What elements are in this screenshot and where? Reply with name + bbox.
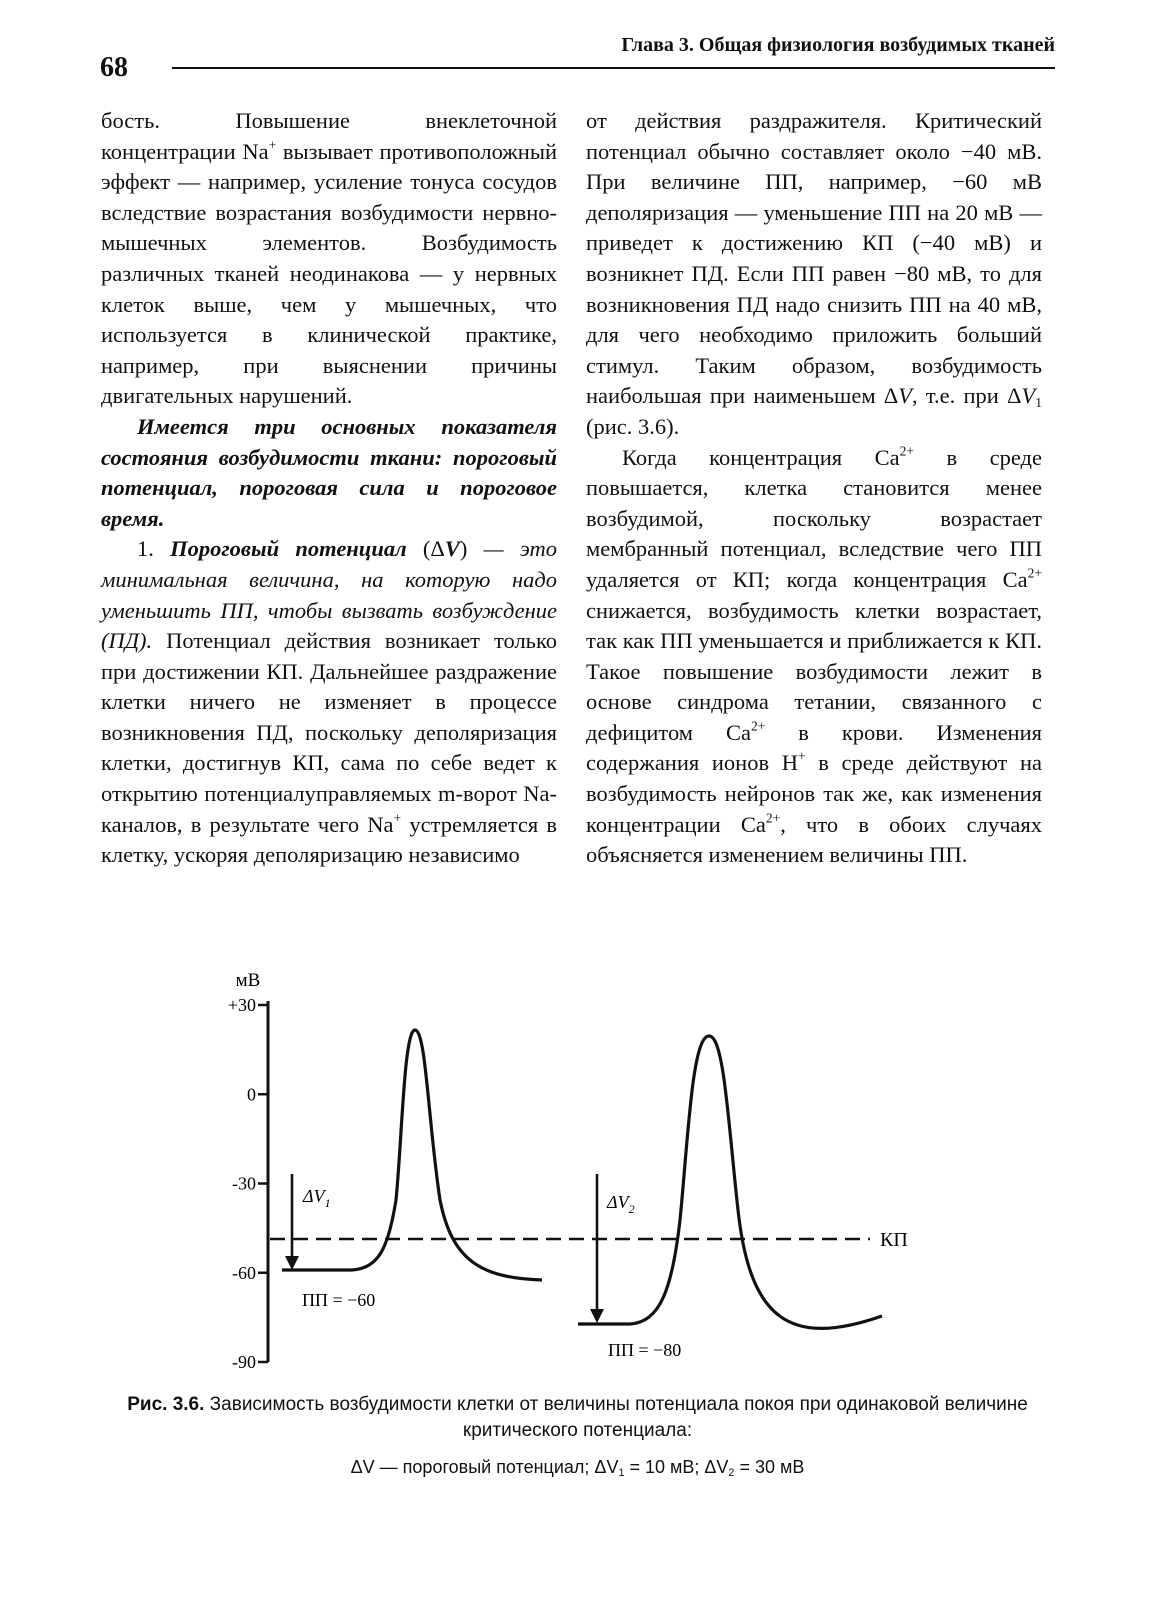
left-paragraph-2: Имеется три основных показателя состояния возбудимости ткани: пороговый потенциал, пороговая сила и пороговое время. bbox=[101, 413, 557, 531]
left-column bbox=[101, 106, 557, 871]
y-tick-label: -60 bbox=[232, 1262, 256, 1283]
y-axis-unit: мВ bbox=[235, 970, 261, 991]
delta-v2-arrowhead bbox=[590, 1309, 604, 1323]
right-paragraph-2: Когда концентрация $Ca^{2+}$ в среде повышается, клетка становится менее возбудимой, поскольку возрастает мембранный потенциал, вследствие чего ПП удаляется от КП; когда концентрация $Ca^{2+}$ снижается, возбудимость клетки возрастает, так как ПП уменьшается и приближается к КП. Такое повышение возбудимости лежит в основе синдрома тетании, связанного с дефицитом $Ca^{2+}$ в крови. Изменения содержания ионов H+ в среде действуют на возбудимость нейронов так же, как изменения концентрации $Ca^{2+}$, что в обоих случаях объясняется изменением величины ПП. bbox=[586, 443, 1042, 868]
threshold-label: КП bbox=[880, 1229, 908, 1251]
figure-3-6 bbox=[0, 960, 1155, 1380]
y-tick-label: 0 bbox=[247, 1084, 256, 1105]
y-tick-label: -90 bbox=[232, 1352, 256, 1372]
rest-potential-label-1: ПП = −60 bbox=[302, 1290, 376, 1310]
figure-caption-note: ΔV — пороговый потенциал; $\Delta V_1 = 10$ мВ; $\Delta V_2 = 30$ мВ bbox=[350, 1457, 805, 1480]
left-paragraph-1: бость. Повышение внеклеточной концентрации Na+ вызывает противоположный эффект — например, усиление тонуса сосудов вследствие возрастания возбудимости нервно-мышечных элементов. Возбудимость различных тканей неодинакова — у нервных клеток выше, чем у мышечных, что используется в клинической практике, например, при выяснении причины двигательных нарушений. bbox=[101, 108, 558, 409]
right-column bbox=[586, 106, 1042, 871]
page-number: 68 bbox=[100, 52, 128, 83]
action-potential-curve-2 bbox=[578, 1036, 882, 1328]
delta-v1-label: $\Delta V_1$ bbox=[303, 1186, 331, 1210]
figure-caption: Рис. 3.6. Зависимость возбудимости клетки от величины потенциала покоя при одинаковой величине критического потенциала: bbox=[127, 1394, 1028, 1441]
header-rule bbox=[172, 67, 1055, 69]
delta-v2-label: $\Delta V_2$ bbox=[607, 1192, 635, 1216]
left-paragraph-3: 1. Пороговый потенциал (ΔV) — это минимальная величина, на которую надо уменьшить ПП, чтобы вызвать возбуждение (ПД). Потенциал действия возникает только при достижении КП. Дальнейшее раздражение клетки ничего не изменяет в процессе возникновения ПД, поскольку деполяризация клетки, достигнув КП, сама по себе ведет к открытию потенциалуправляемых m-ворот Na-каналов, в результате чего Na+ устремляется в клетку, ускоряя деполяризацию независимо bbox=[101, 536, 558, 868]
y-tick-label: +30 bbox=[227, 995, 256, 1015]
right-paragraph-1: от действия раздражителя. Критический потенциал обычно составляет около −40 мВ. При величине ПП, например, −60 мВ деполяризация — уменьшение ПП на 20 мВ — приведет к достижению КП (−40 мВ) и возникнет ПД. Если ПП равен −80 мВ, то для возникновения ПД надо снизить ПП на 40 мВ, для чего необходимо приложить больший стимул. Таким образом, возбудимость наибольшая при наименьшем ΔV, т.е. при $\Delta V_1$ (рис. 3.6). bbox=[586, 108, 1042, 439]
y-tick-label: -30 bbox=[232, 1173, 256, 1194]
rest-potential-label-2: ПП = −80 bbox=[608, 1340, 682, 1360]
running-head: Глава 3. Общая физиология возбудимых тканей bbox=[621, 34, 1055, 56]
delta-v1-arrowhead bbox=[285, 1256, 299, 1270]
action-potential-curve-1 bbox=[282, 1030, 542, 1280]
